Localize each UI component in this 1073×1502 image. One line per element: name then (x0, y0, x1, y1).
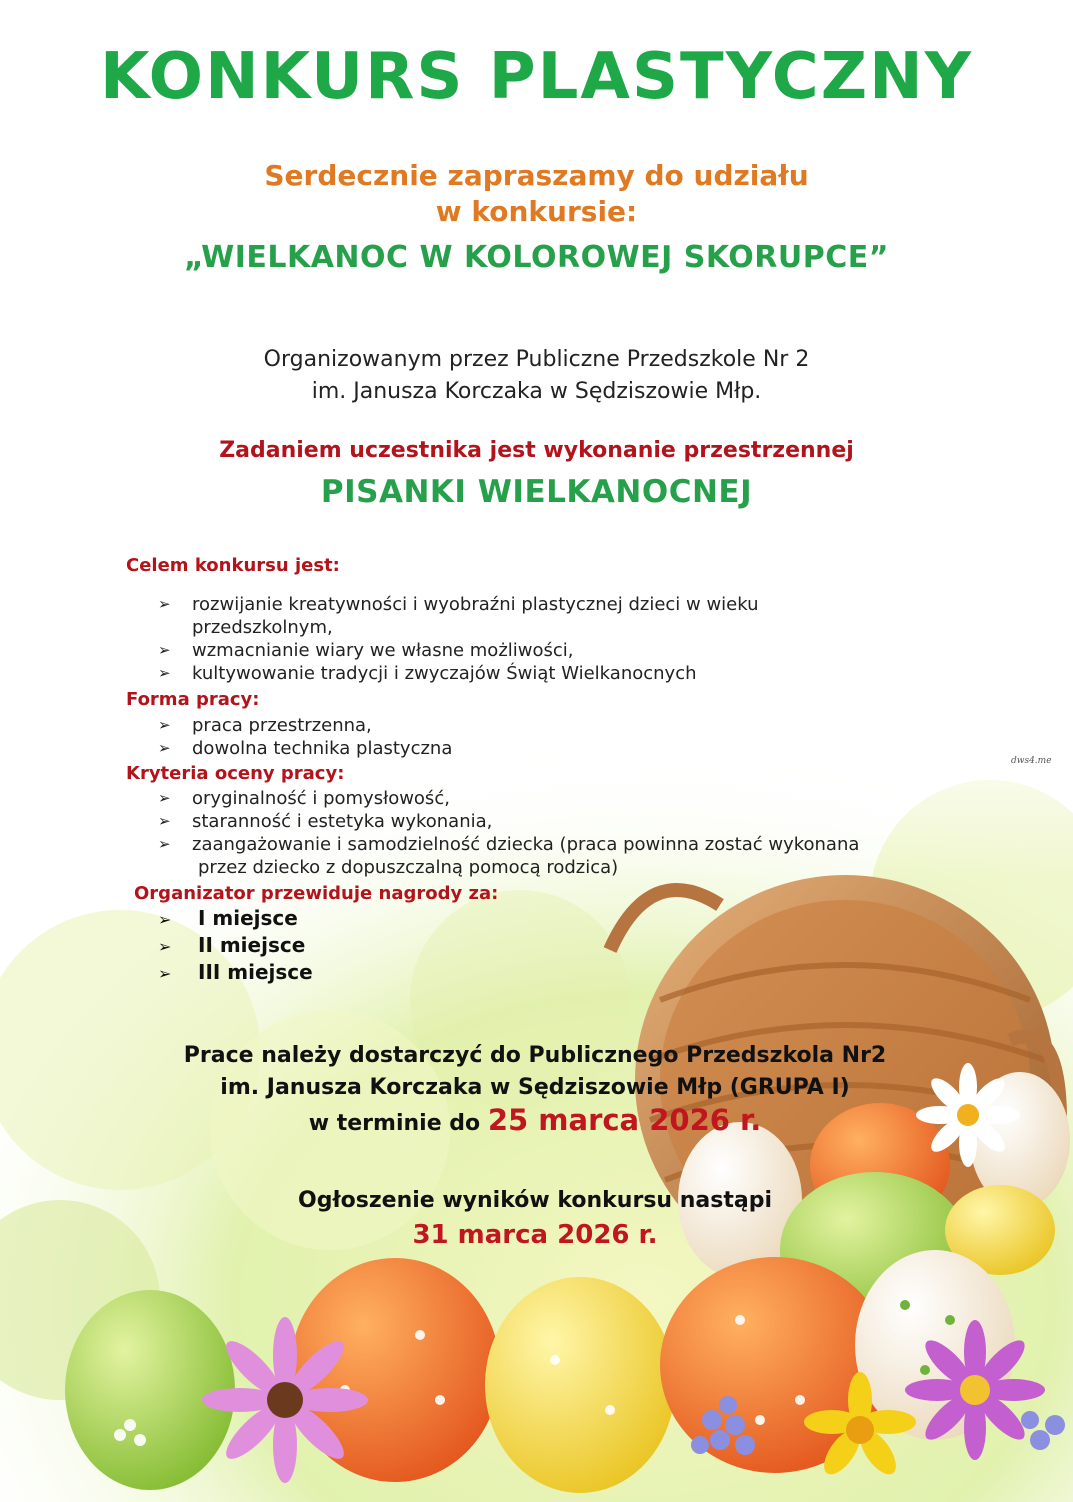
list-item: ➢ zaangażowanie i samodzielność dziecka (praca powinna zostać wykonana (158, 834, 860, 855)
invitation-line-1: Serdecznie zapraszamy do udziału (264, 159, 809, 192)
form-heading: Forma pracy: (126, 689, 260, 710)
organizer-line-1: Organizowanym przez Publiczne Przedszkole Nr 2 (263, 347, 810, 372)
arrowhead-bullet-icon: ➢ (158, 835, 171, 853)
list-item: ➢ II miejsce (158, 932, 313, 959)
arrowhead-bullet-icon: ➢ (158, 739, 171, 757)
contest-name: „WIELKANOC W KOLOROWEJ SKORUPCE” (184, 240, 889, 275)
list-item: ➢ oryginalność i pomysłowość, (158, 788, 450, 809)
delivery-info (60, 1040, 1010, 1140)
list-item: ➢ rozwijanie kreatywności i wyobraźni plastycznej dzieci w wieku (158, 594, 759, 615)
arrowhead-bullet-icon: ➢ (158, 716, 171, 734)
arrowhead-bullet-icon: ➢ (158, 664, 171, 682)
arrowhead-bullet-icon: ➢ (158, 812, 171, 830)
invitation-line-2: w konkursie: (435, 195, 638, 228)
watermark: dws4.me (1011, 756, 1052, 766)
results-info (60, 1184, 1010, 1252)
list-item: ➢ I miejsce (158, 905, 313, 932)
arrowhead-bullet-icon: ➢ (158, 937, 172, 956)
list-item: przedszkolnym, (192, 617, 333, 638)
delivery-line-1: Prace należy dostarczyć do Publicznego Przedszkola Nr2 (183, 1043, 887, 1068)
results-line: Ogłoszenie wyników konkursu nastąpi (298, 1188, 772, 1213)
results-date: 31 marca 2026 r. (412, 1220, 658, 1250)
poster-title: KONKURS PLASTYCZNY (99, 40, 974, 114)
list-item: ➢ praca przestrzenna, (158, 715, 372, 736)
delivery-line-2: im. Janusza Korczaka w Sędziszowie Młp (GRUPA I) (220, 1075, 850, 1100)
list-item: ➢ III miejsce (158, 959, 313, 986)
arrowhead-bullet-icon: ➢ (158, 789, 171, 807)
task-object: PISANKI WIELKANOCNEJ (320, 474, 753, 510)
criteria-list (158, 787, 859, 879)
task-description: Zadaniem uczestnika jest wykonanie przestrzennej (219, 438, 854, 463)
list-item: przez dziecko z dopuszczalną pomocą rodzica) (198, 857, 619, 878)
form-list (158, 714, 452, 760)
arrowhead-bullet-icon: ➢ (158, 910, 172, 929)
organizer-text (0, 344, 1073, 408)
list-item: ➢ staranność i estetyka wykonania, (158, 811, 493, 832)
list-item: ➢ kultywowanie tradycji i zwyczajów Świąt Wielkanocnych (158, 663, 697, 684)
invitation-text (0, 158, 1073, 230)
arrowhead-bullet-icon: ➢ (158, 595, 171, 613)
prizes-heading: Organizator przewiduje nagrody za: (134, 883, 499, 904)
arrowhead-bullet-icon: ➢ (158, 641, 171, 659)
list-item: ➢ dowolna technika plastyczna (158, 738, 453, 759)
goals-heading: Celem konkursu jest: (126, 555, 340, 576)
delivery-deadline-label: w terminie do (308, 1111, 481, 1136)
arrowhead-bullet-icon: ➢ (158, 964, 172, 983)
goals-list (158, 593, 759, 685)
list-item: ➢ wzmacnianie wiary we własne możliwości, (158, 640, 574, 661)
criteria-heading: Kryteria oceny pracy: (126, 763, 345, 784)
delivery-line-3 (60, 1104, 1010, 1140)
organizer-line-2: im. Janusza Korczaka w Sędziszowie Młp. (311, 379, 762, 404)
prizes-list (158, 905, 313, 986)
delivery-deadline-date: 25 marca 2026 r. (487, 1103, 762, 1137)
